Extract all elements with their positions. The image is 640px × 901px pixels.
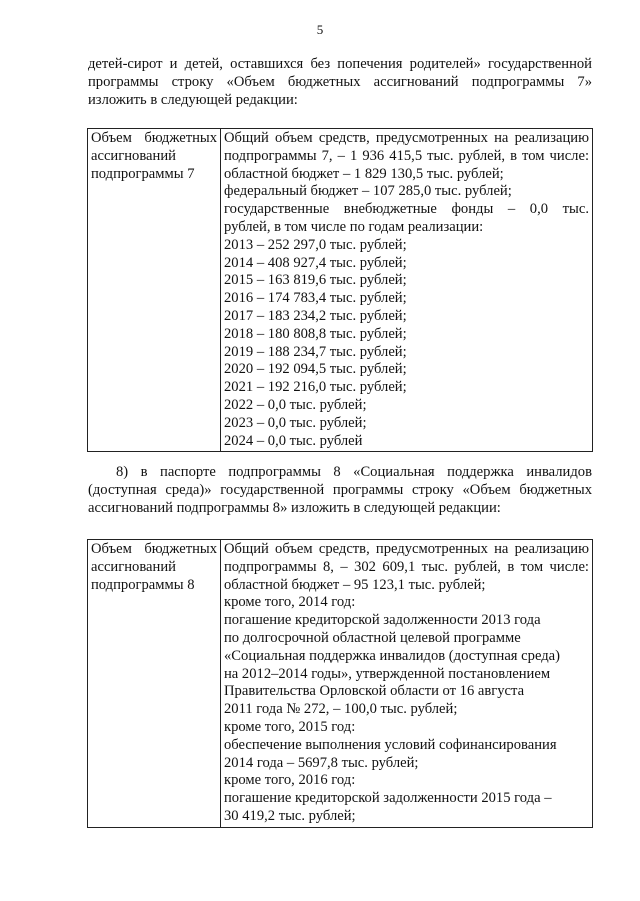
value-line: подпрограммы 7, – 1 936 415,5 тыс. рублей, в том числе: [224, 147, 589, 164]
value-line: 2014 года – 5697,8 тыс. рублей; [224, 754, 419, 771]
label-line: ассигнований [91, 147, 176, 164]
value-cell [221, 129, 593, 452]
value-line: погашение кредиторской задолженности 2015 года – [224, 790, 552, 807]
para8-line: (доступная среда)» государственной программы строку «Объем бюджетных [88, 482, 592, 498]
label-cell [88, 129, 221, 452]
value-line: погашение кредиторской задолженности 2013 года [224, 612, 541, 629]
budget-table-subprogram-7 [87, 128, 593, 452]
value-line: рублей, в том числе по годам реализации: [224, 218, 484, 235]
value-line: 2011 года № 272, – 100,0 тыс. рублей; [224, 701, 458, 718]
value-line: 30 419,2 тыс. рублей; [224, 807, 356, 824]
value-line: по долгосрочной областной целевой программе [224, 629, 521, 646]
intro-line: изложить в следующей редакции: [88, 92, 298, 108]
label-line: ассигнований [91, 558, 176, 575]
table-row [88, 129, 593, 452]
value-line: «Социальная поддержка инвалидов (доступная среда) [224, 647, 560, 664]
value-line: Правительства Орловской области от 16 августа [224, 683, 525, 700]
label-line: подпрограммы 7 [91, 165, 195, 182]
value-line: 2024 – 0,0 тыс. рублей [224, 432, 363, 449]
value-line: Общий объем средств, предусмотренных на реализацию [224, 541, 589, 557]
label-line: Объем бюджетных [91, 541, 217, 557]
page-number: 5 [316, 22, 324, 37]
value-line: федеральный бюджет – 107 285,0 тыс. рублей; [224, 183, 512, 200]
value-line: 2018 – 180 808,8 тыс. рублей; [224, 325, 407, 342]
value-line: обеспечение выполнения условий софинансирования [224, 736, 557, 753]
value-line: на 2012–2014 годы», утвержденной постановлением [224, 665, 551, 682]
value-line: областной бюджет – 1 829 130,5 тыс. рублей; [224, 165, 504, 182]
value-line: 2020 – 192 094,5 тыс. рублей; [224, 361, 407, 378]
label-line: Объем бюджетных [91, 130, 217, 146]
value-line: кроме того, 2015 год: [224, 718, 356, 735]
value-cell [221, 540, 593, 828]
value-line: 2019 – 188 234,7 тыс. рублей; [224, 343, 407, 360]
value-line: 2023 – 0,0 тыс. рублей; [224, 414, 367, 431]
value-line: 2015 – 163 819,6 тыс. рублей; [224, 272, 407, 289]
table-row [88, 540, 593, 828]
value-line: подпрограммы 8, – 302 609,1 тыс. рублей, в том числе: [224, 558, 589, 575]
budget-table-subprogram-8 [87, 539, 593, 828]
value-line: 2013 – 252 297,0 тыс. рублей; [224, 236, 407, 253]
value-line: 2016 – 174 783,4 тыс. рублей; [224, 290, 407, 307]
paragraph-8 [88, 463, 592, 517]
value-line: государственные внебюджетные фонды – 0,0 тыс. [224, 201, 589, 218]
label-cell [88, 540, 221, 828]
value-line: кроме того, 2014 год: [224, 594, 356, 611]
value-line: областной бюджет – 95 123,1 тыс. рублей; [224, 576, 486, 593]
intro-paragraph [88, 55, 592, 109]
value-line: 2014 – 408 927,4 тыс. рублей; [224, 254, 407, 271]
intro-line: программы строку «Объем бюджетных ассигнований подпрограммы 7» [88, 74, 592, 90]
intro-line: детей-сирот и детей, оставшихся без попечения родителей» государственной [88, 56, 592, 72]
value-line: Общий объем средств, предусмотренных на реализацию [224, 130, 589, 146]
value-line: 2017 – 183 234,2 тыс. рублей; [224, 307, 407, 324]
para8-line: ассигнований подпрограммы 8» изложить в следующей редакции: [88, 500, 501, 516]
value-line: кроме того, 2016 год: [224, 772, 356, 789]
label-line: подпрограммы 8 [91, 576, 195, 593]
value-line: 2021 – 192 216,0 тыс. рублей; [224, 379, 407, 396]
para8-line: 8) в паспорте подпрограммы 8 «Социальная поддержка инвалидов [116, 464, 592, 480]
value-line: 2022 – 0,0 тыс. рублей; [224, 396, 367, 413]
